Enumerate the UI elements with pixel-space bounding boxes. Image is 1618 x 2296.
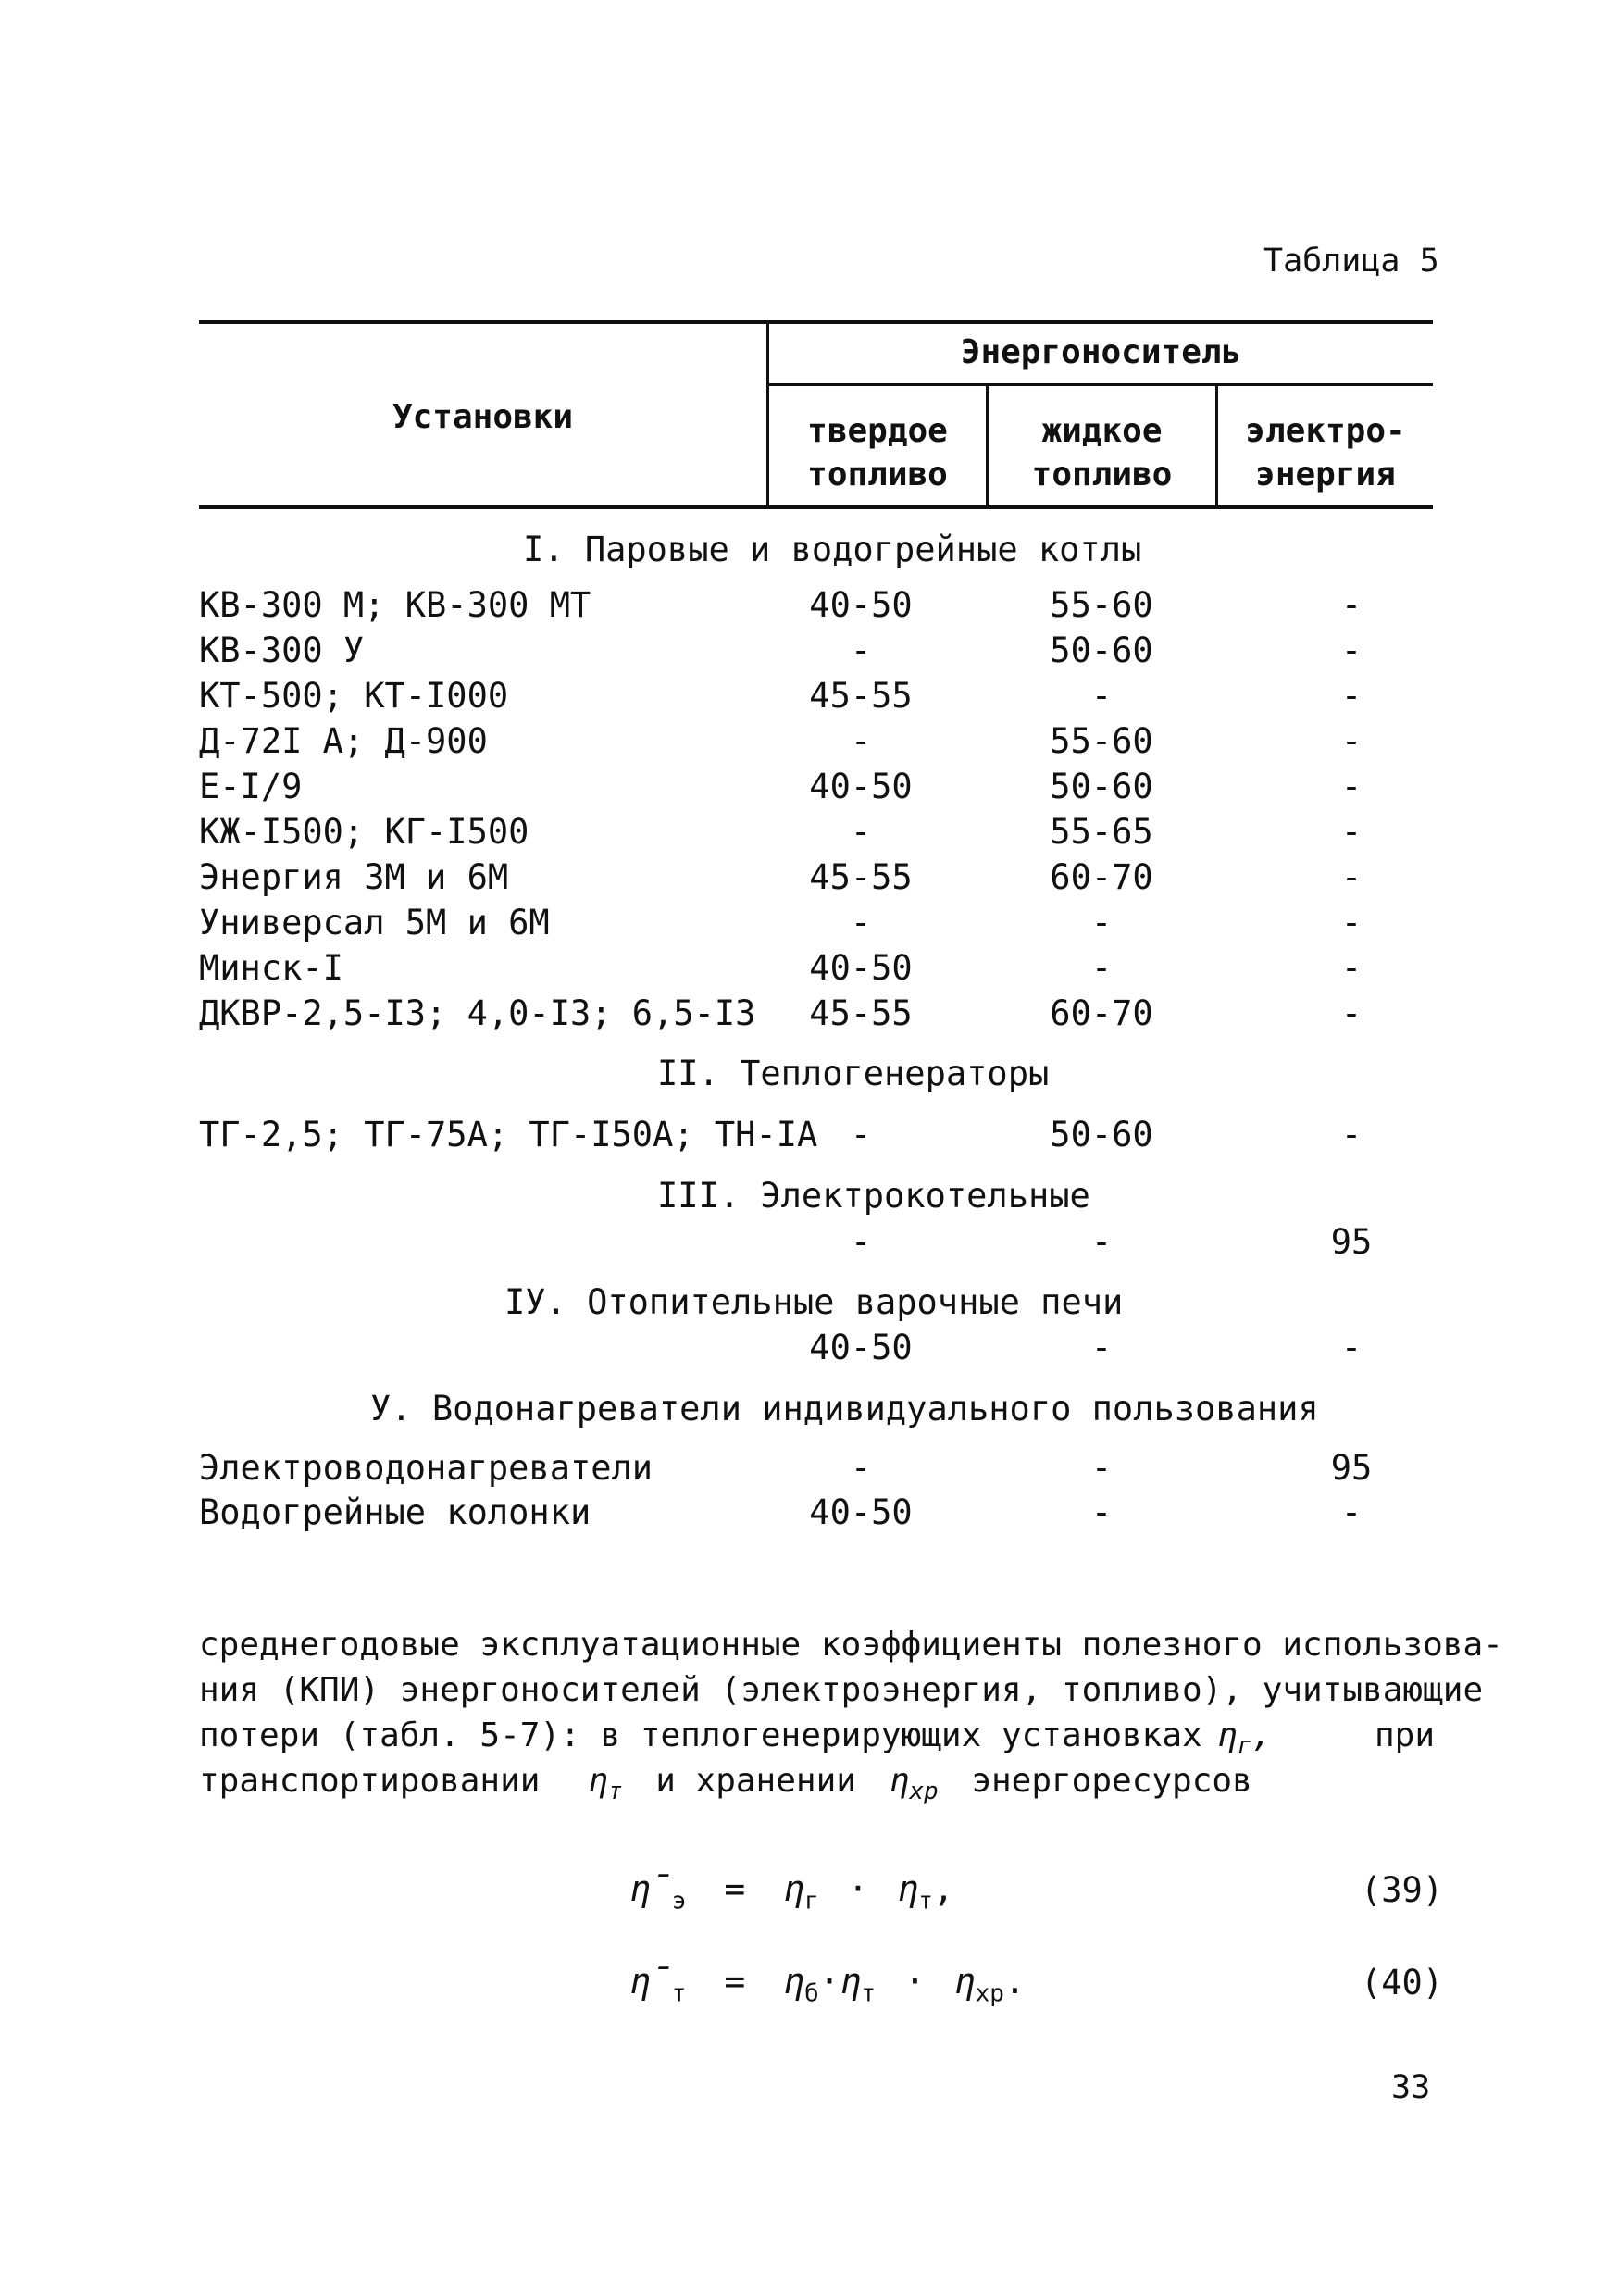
section-title-electric-boilers: III. Электрокотельные [657, 1176, 1090, 1216]
row-electric: - [1340, 767, 1363, 806]
row-installation: Водогрейные колонки [199, 1492, 591, 1532]
row-electric: - [1340, 903, 1363, 942]
eta-t-symbol [588, 1762, 623, 1806]
row-installation: Е-I/9 [199, 767, 303, 806]
eta-bar-glyph: η̄ [629, 1868, 672, 1909]
formula-40 [629, 1961, 1026, 2008]
subscript: г [803, 1887, 819, 1915]
subscript: хр [909, 1778, 939, 1806]
table-row [0, 721, 1618, 766]
row-solid: 45-55 [809, 857, 913, 897]
paragraph-text: потери (табл. 5-7): в теплогенерирующих установках [199, 1716, 1202, 1754]
header-bottom-rule [199, 505, 1433, 509]
row-liquid: - [1090, 948, 1113, 988]
row-solid: 40-50 [809, 948, 913, 988]
row-electric: - [1340, 993, 1363, 1033]
eta-xp-symbol [889, 1762, 939, 1806]
row-liquid: - [1090, 1448, 1113, 1488]
page-number: 33 [1391, 2069, 1431, 2106]
eta-glyph: η [783, 1868, 804, 1909]
row-solid: - [850, 630, 872, 670]
paragraph-text: энергоресурсов [971, 1762, 1252, 1800]
header-liquid-line2: топливо [1031, 455, 1173, 493]
row-liquid: 55-65 [1050, 812, 1153, 852]
row-electric: 95 [1330, 1222, 1373, 1262]
equals-sign: = [724, 1961, 746, 2002]
row-liquid: 50-60 [1050, 630, 1153, 670]
row-solid: - [850, 1115, 872, 1154]
eta-bar-glyph: η̄ [629, 1961, 672, 2002]
table-row [0, 903, 1618, 947]
row-installation: Д-72I А; Д-900 [199, 721, 488, 761]
row-electric: - [1340, 1492, 1363, 1532]
table-row [0, 1222, 1618, 1267]
row-electric: - [1340, 630, 1363, 670]
row-electric: - [1340, 857, 1363, 897]
row-installation: Электроводонагреватели [199, 1448, 653, 1488]
table-row [0, 1492, 1618, 1537]
table-row [0, 1115, 1618, 1159]
table-row [0, 630, 1618, 675]
paragraph-line [199, 1713, 1435, 1761]
row-installation: ТГ-2,5; ТГ-75А; ТГ-I50А; ТН-IА [199, 1115, 818, 1154]
body-paragraph [199, 1622, 1503, 1806]
header-elec-line1: электро- [1245, 412, 1406, 450]
row-electric: - [1340, 1115, 1363, 1154]
header-solid-line2: топливо [807, 455, 948, 493]
punctuation: . [1003, 1961, 1026, 2002]
header-mid-rule [768, 383, 1433, 386]
section-title-boilers: I. Паровые и водогрейные котлы [523, 530, 1142, 569]
row-solid: 40-50 [809, 1492, 913, 1532]
row-solid: - [850, 721, 872, 761]
row-liquid: 60-70 [1050, 993, 1153, 1033]
row-solid: 40-50 [809, 585, 913, 625]
row-liquid: - [1090, 1222, 1113, 1262]
row-installation: КВ-300 У [199, 630, 365, 670]
row-installation: ДКВР-2,5-I3; 4,0-I3; 6,5-I3 [199, 993, 756, 1033]
paragraph-text: транспортировании [199, 1762, 541, 1800]
multiply-dot: · [818, 1961, 840, 2002]
table-row [0, 676, 1618, 720]
row-electric: - [1340, 585, 1363, 625]
equation-number: (40) [1361, 1963, 1444, 2003]
row-solid: 45-55 [809, 993, 913, 1033]
equals-sign: = [724, 1868, 746, 1909]
subscript: т [918, 1887, 933, 1915]
paragraph-text: при [1374, 1716, 1435, 1754]
row-installation: КВ-300 М; КВ-300 МТ [199, 585, 591, 625]
eta-glyph: η [588, 1762, 608, 1800]
eta-glyph: η [840, 1961, 862, 2002]
subscript: т [861, 1979, 877, 2008]
eta-glyph: η [953, 1961, 976, 2002]
formula-39 [629, 1868, 954, 1915]
subscript: б [803, 1979, 819, 2008]
row-electric: - [1340, 721, 1363, 761]
table-row [0, 1328, 1618, 1372]
row-solid: - [850, 812, 872, 852]
header-installations: Установки [392, 398, 574, 436]
subscript: г [1237, 1732, 1252, 1761]
paragraph-line: ния (КПИ) энергоносителей (электроэнергия, топливо), учитывающие [199, 1671, 1484, 1709]
row-electric: - [1340, 812, 1363, 852]
eta-glyph: η [1217, 1716, 1238, 1754]
subscript: т [607, 1778, 623, 1806]
row-solid: 40-50 [809, 1328, 913, 1367]
row-liquid: - [1090, 903, 1113, 942]
table-row [0, 767, 1618, 811]
punctuation: , [932, 1868, 954, 1909]
row-liquid: 55-60 [1050, 585, 1153, 625]
section-title-heat-generators: II. Теплогенераторы [657, 1054, 1050, 1093]
section-title-stoves: IУ. Отопительные варочные печи [504, 1282, 1124, 1322]
row-electric: - [1340, 676, 1363, 716]
row-liquid: - [1090, 676, 1113, 716]
table-top-rule [199, 320, 1433, 324]
paragraph-text: и хранении [655, 1762, 856, 1800]
row-solid: 40-50 [809, 767, 913, 806]
row-installation: Энергия 3М и 6М [199, 857, 509, 897]
row-solid: 45-55 [809, 676, 913, 716]
table-row [0, 857, 1618, 902]
subscript: хр [975, 1979, 1004, 2008]
row-liquid: 50-60 [1050, 1115, 1153, 1154]
row-installation: КТ-500; КТ-I000 [199, 676, 509, 716]
comma: , [1251, 1716, 1273, 1754]
header-elec-line2: энергия [1255, 455, 1396, 493]
table-row [0, 812, 1618, 856]
row-electric: - [1340, 948, 1363, 988]
row-solid: - [850, 1222, 872, 1262]
eta-glyph: η [897, 1868, 919, 1909]
subscript: т [671, 1979, 687, 2008]
table-row [0, 1448, 1618, 1492]
eta-glyph: η [889, 1762, 910, 1800]
subscript: э [671, 1887, 687, 1915]
row-liquid: 55-60 [1050, 721, 1153, 761]
row-installation: Минск-I [199, 948, 343, 988]
row-electric: 95 [1330, 1448, 1373, 1488]
multiply-dot: · [903, 1961, 926, 2002]
eta-glyph: η [783, 1961, 804, 2002]
row-solid: - [850, 903, 872, 942]
header-solid-line1: твердое [807, 412, 948, 450]
table-row [0, 948, 1618, 992]
section-title-water-heaters: У. Водонагреватели индивидуального пользования [370, 1389, 1319, 1429]
row-liquid: 60-70 [1050, 857, 1153, 897]
table-row [0, 993, 1618, 1038]
header-liquid-line1: жидкое [1041, 412, 1163, 450]
paragraph-line [199, 1758, 1435, 1806]
row-electric: - [1340, 1328, 1363, 1367]
row-liquid: - [1090, 1328, 1113, 1367]
row-liquid: 50-60 [1050, 767, 1153, 806]
equation-number: (39) [1361, 1870, 1444, 1910]
row-installation: КЖ-I500; КГ-I500 [199, 812, 529, 852]
multiply-dot: · [847, 1868, 869, 1909]
row-installation: Универсал 5М и 6М [199, 903, 550, 942]
table-row [0, 585, 1618, 630]
header-energy-carrier: Энергоноситель [960, 333, 1242, 371]
row-liquid: - [1090, 1492, 1113, 1532]
row-solid: - [850, 1448, 872, 1488]
paragraph-line: среднегодовые эксплуатационные коэффициенты полезного использова- [199, 1626, 1503, 1664]
table-caption: Таблица 5 [1263, 243, 1439, 280]
